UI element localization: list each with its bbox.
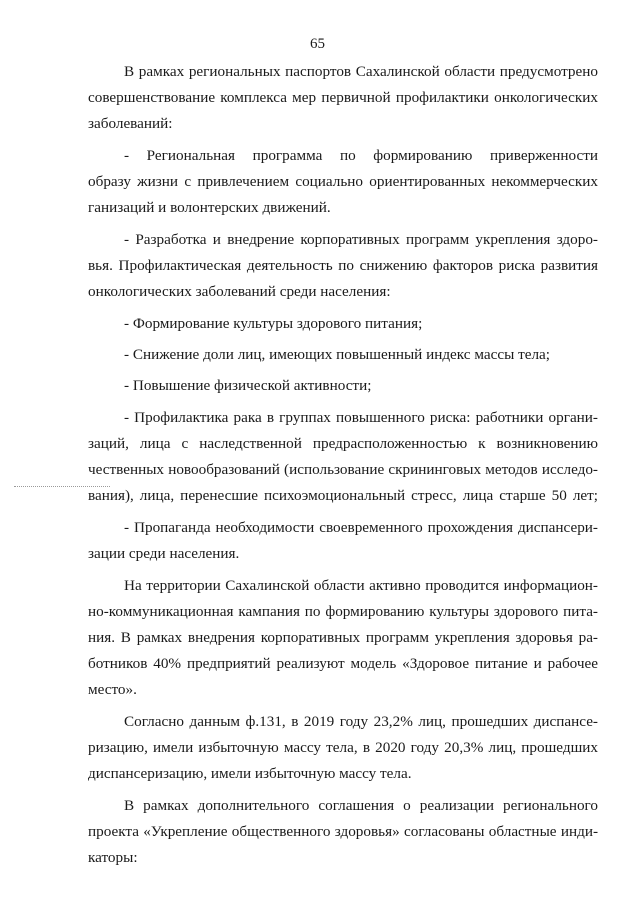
text-line: заций, лица с наследственной предрасположенностью к возникновению [88, 435, 598, 452]
text-line: совершенствование комплекса мер первичной профилактики онкологических [88, 89, 598, 106]
text-line: место». [88, 681, 137, 698]
text-line: В рамках региональных паспортов Сахалинской области предусмотрено [124, 63, 598, 80]
text-line: ризацию, имели избыточную массу тела, в 2020 году 20,3% лиц, прошедших [88, 739, 598, 756]
text-line: образу жизни с привлечением социально ориентированных некоммерческих [88, 173, 598, 190]
text-line: - Региональная программа по формированию приверженности [124, 147, 598, 164]
list-item: - Повышение физической активности; [124, 377, 372, 394]
page-number: 65 [310, 36, 325, 52]
text-line: - Профилактика рака в группах повышенного риска: работники органи- [124, 409, 598, 426]
list-item: - Формирование культуры здорового питания; [124, 315, 423, 332]
text-line: ганизаций и волонтерских движений. [88, 199, 331, 216]
text-line: вания), лица, перенесшие психоэмоциональный стресс, лица старше 50 лет; [88, 487, 598, 504]
text-line: ботников 40% предприятий реализуют модель «Здоровое питание и рабочее [88, 655, 598, 672]
text-line: зации среди населения. [88, 545, 240, 562]
text-line: диспансеризацию, имели избыточную массу тела. [88, 765, 412, 782]
text-line: ния. В рамках внедрения корпоративных программ укрепления здоровья ра- [88, 629, 598, 646]
text-line: чественных новообразований (использование скрининговых методов исследо- [88, 461, 598, 478]
text-line: Согласно данным ф.131, в 2019 году 23,2% лиц, прошедших диспансе- [124, 713, 598, 730]
list-item: - Снижение доли лиц, имеющих повышенный индекс массы тела; [124, 346, 550, 363]
text-line: вья. Профилактическая деятельность по снижению факторов риска развития [88, 257, 598, 274]
text-line: онкологических заболеваний среди населения: [88, 283, 391, 300]
text-line: проекта «Укрепление общественного здоровья» согласованы областные инди- [88, 823, 598, 840]
text-line: В рамках дополнительного соглашения о реализации регионального [124, 797, 598, 814]
text-line: На территории Сахалинской области активно проводится информацион- [124, 577, 598, 594]
text-line: - Пропаганда необходимости своевременного прохождения диспансери- [124, 519, 598, 536]
text-line: но-коммуникационная кампания по формированию культуры здорового пита- [88, 603, 598, 620]
text-line: заболеваний: [88, 115, 173, 132]
text-line: каторы: [88, 849, 138, 866]
text-line: - Разработка и внедрение корпоративных программ укрепления здоро- [124, 231, 598, 248]
